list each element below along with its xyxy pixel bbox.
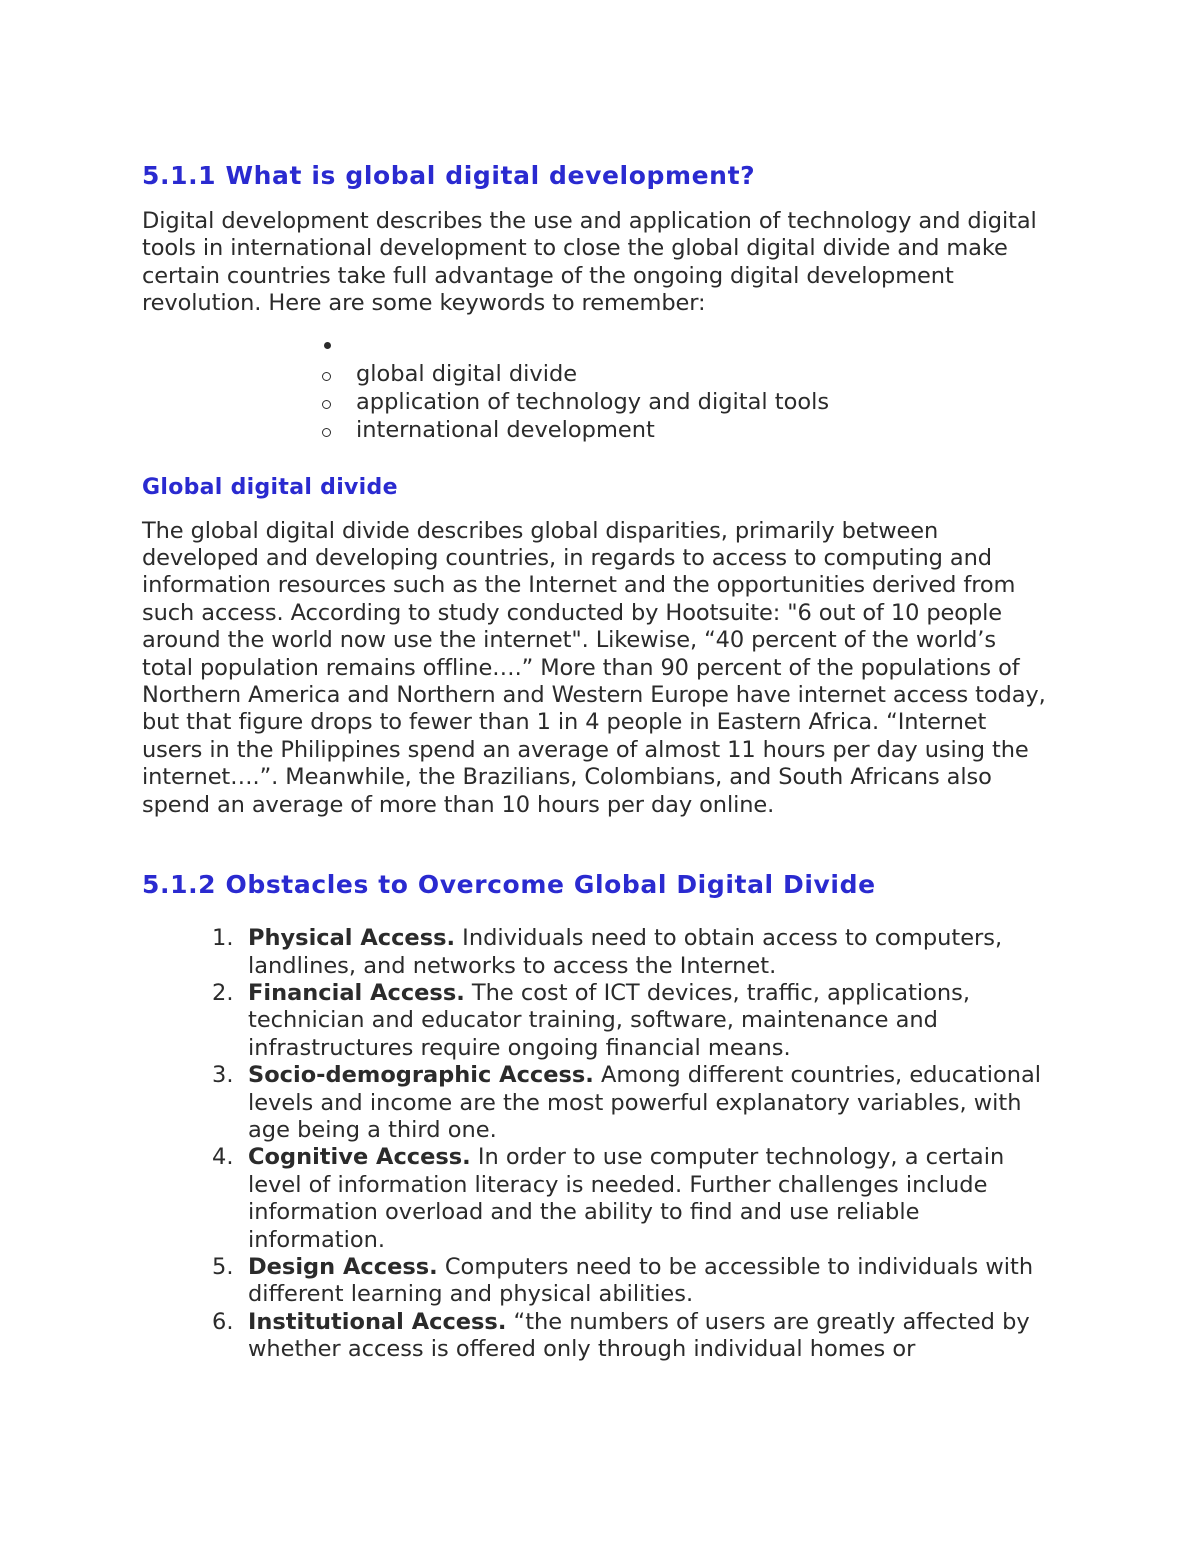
item-number: 2. bbox=[212, 979, 234, 1006]
list-item-empty-bullet bbox=[322, 332, 1050, 360]
item-text: The cost of ICT devices, traffic, applications, technician and educator training, software, maintenance and infrastructures require ongoing financial means. bbox=[248, 979, 971, 1061]
item-term: Socio-demographic Access. bbox=[248, 1062, 594, 1089]
item-term: Financial Access. bbox=[248, 979, 465, 1006]
item-term: Cognitive Access. bbox=[248, 1144, 471, 1171]
item-text: Among different countries, educational levels and income are the most powerful explanatory variables, with age being a third one. bbox=[248, 1062, 1042, 1143]
item-term: Physical Access. bbox=[248, 925, 456, 952]
keyword-text: application of technology and digital tools bbox=[356, 388, 830, 415]
list-item bbox=[212, 979, 1050, 1062]
item-text: Individuals need to obtain access to computers, landlines, and networks to access the Internet. bbox=[248, 925, 1003, 979]
item-number: 3. bbox=[212, 1062, 234, 1089]
obstacle-list bbox=[142, 925, 1050, 1364]
list-item bbox=[212, 1062, 1050, 1144]
list-item bbox=[322, 388, 1050, 416]
list-item bbox=[212, 1308, 1050, 1364]
keyword-text: international development bbox=[356, 416, 655, 443]
bullet-circle-icon bbox=[322, 372, 331, 381]
section-heading-obstacles: 5.1.2 Obstacles to Overcome Global Digital Divide bbox=[142, 870, 876, 900]
item-number: 4. bbox=[212, 1144, 234, 1171]
bullet-circle-icon bbox=[322, 428, 331, 437]
item-term: Design Access. bbox=[248, 1253, 438, 1280]
section-heading-digital-development: 5.1.1 What is global digital development? bbox=[142, 161, 756, 190]
sub-heading-global-digital-divide: Global digital divide bbox=[142, 474, 398, 500]
item-number: 6. bbox=[212, 1308, 234, 1335]
item-number: 5. bbox=[212, 1253, 234, 1280]
item-number: 1. bbox=[212, 925, 234, 952]
list-item bbox=[322, 416, 1050, 444]
intro-paragraph: Digital development describes the use and application of technology and digital tools in international development to close the global digital divide and make certain countries take full advantage of the ongoing digital development revolution. Here are some keywords to remember: bbox=[142, 208, 1037, 317]
item-term: Institutional Access. bbox=[248, 1308, 507, 1335]
bullet-disc-icon bbox=[324, 342, 331, 349]
item-text: “the numbers of users are greatly affected by whether access is offered only through individual homes or bbox=[248, 1308, 1030, 1363]
bullet-circle-icon bbox=[322, 400, 331, 409]
item-text: In order to use computer technology, a certain level of information literacy is needed. Further challenges include information overload and the ability to find and use reliable information. bbox=[248, 1144, 1005, 1253]
list-item bbox=[212, 1144, 1050, 1254]
digital-divide-paragraph: The global digital divide describes global disparities, primarily between developed and developing countries, in regards to access to computing and information resources such as the Internet and the opportunities derived from such access. According to study conducted by Hootsuite: "6 out of 10 people around the world now use the internet". Likewise, “40 percent of the world’s total population remains offline….” More than 90 percent of the populations of Northern America and Northern and Western Europe have internet access today, but that figure drops to fewer than 1 in 4 people in Eastern Africa. “Internet users in the Philippines spend an average of almost 11 hours per day using the internet….”. Meanwhile, the Brazilians, Colombians, and South Africans also spend an average of more than 10 hours per day online. bbox=[142, 517, 1046, 818]
list-item bbox=[212, 925, 1050, 980]
keyword-text: global digital divide bbox=[356, 360, 578, 387]
item-text: Computers need to be accessible to individuals with different learning and physical abilities. bbox=[248, 1253, 1034, 1308]
list-item bbox=[212, 1253, 1050, 1309]
keyword-list bbox=[142, 332, 1050, 444]
list-item bbox=[322, 360, 1050, 388]
